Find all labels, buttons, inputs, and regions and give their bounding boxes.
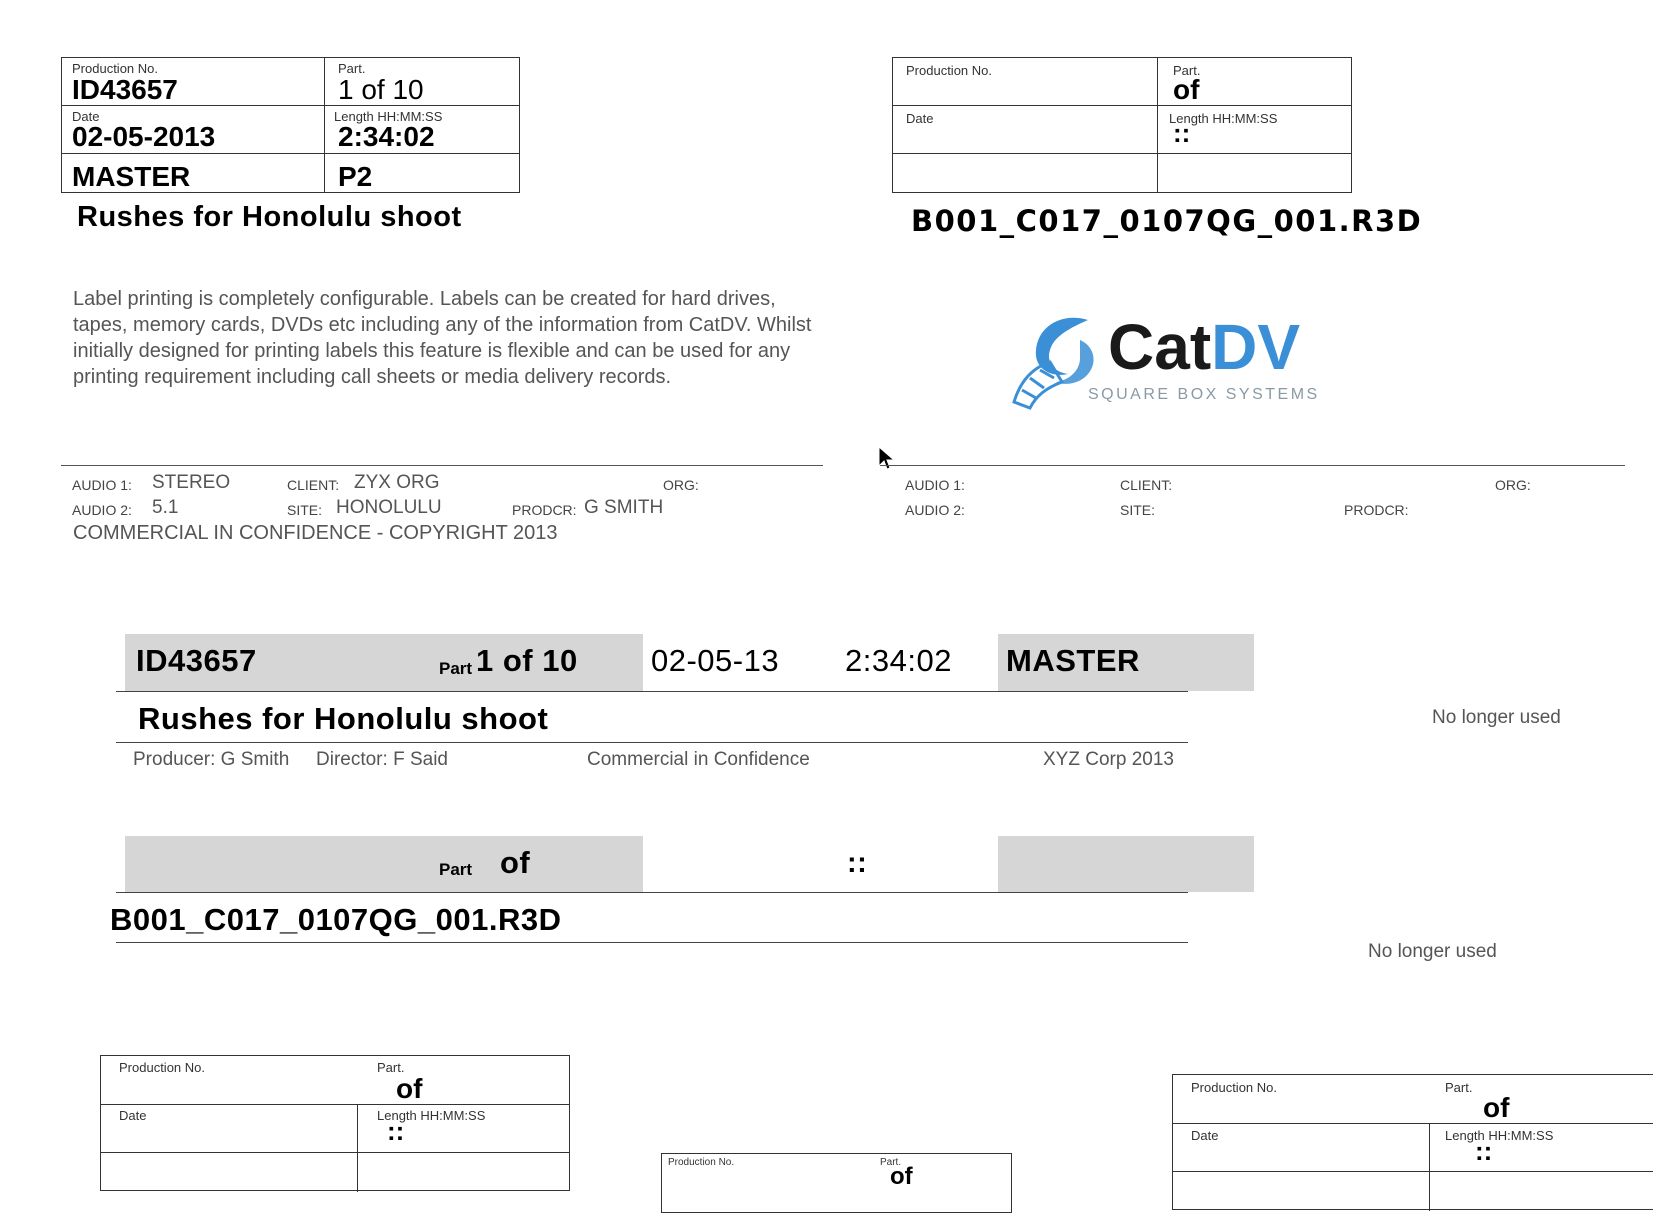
client-caption: CLIENT: [287,477,340,493]
divider [893,105,1351,106]
spine-1-part: 1 of 10 [476,643,578,678]
label-1-rule [61,465,823,466]
type-value: MASTER [72,161,191,192]
brand-prefix: Cat [1108,311,1212,383]
production-no-caption: Production No. [1191,1080,1277,1095]
divider [101,1152,569,1153]
divider [101,1104,569,1105]
label-3-box [100,1055,570,1191]
divider [893,153,1351,154]
catdv-logo [1010,312,1350,412]
length-value: :: [1475,1136,1493,1166]
spine-2-right-band [998,836,1254,892]
label-2-filename: B001_C017_0107QG_001.R3D [911,204,1423,238]
audio2-caption: AUDIO 2: [905,502,965,518]
brand-suffix: DV [1211,311,1301,383]
length-value: :: [1173,118,1191,148]
length-value: :: [387,1116,405,1146]
spine-1-rule [116,742,1188,743]
mouse-cursor-icon [878,446,896,472]
spine-1-copyright: XYZ Corp 2013 [1043,749,1174,770]
spine-1-title: Rushes for Honolulu shoot [138,701,549,736]
part-caption: Part. [338,61,366,76]
spine-2-note: No longer used [1368,941,1497,962]
spine-2-length: :: [847,847,868,879]
site-caption: SITE: [287,502,323,518]
site-caption: SITE: [1120,502,1156,518]
spine-2-filename: B001_C017_0107QG_001.R3D [110,902,562,937]
audio1-value: STEREO [152,472,231,493]
length-caption: Length HH:MM:SS [377,1108,486,1123]
divider [1173,1171,1653,1172]
date-caption: Date [72,109,100,124]
audio2-value: 5.1 [152,497,179,518]
date-caption: Date [906,111,934,126]
divider [324,105,325,193]
length-caption: Length HH:MM:SS [334,109,443,124]
length-value: 2:34:02 [338,121,435,152]
divider [1173,1123,1653,1124]
label-1-title: Rushes for Honolulu shoot [77,201,462,233]
divider [357,1104,358,1192]
spine-1-note: No longer used [1432,707,1561,728]
spine-1-production-no: ID43657 [136,643,257,678]
divider [1429,1123,1430,1211]
audio2-caption: AUDIO 2: [72,502,132,518]
client-caption: CLIENT: [1120,477,1173,493]
production-no-caption: Production No. [72,61,158,76]
prodcr-caption: PRODCR: [512,502,577,518]
spine-1-type: MASTER [1006,643,1140,678]
divider [1157,105,1158,193]
length-caption: Length HH:MM:SS [1445,1128,1554,1143]
part-caption: Part. [1445,1080,1473,1095]
spine-1-length: 2:34:02 [845,643,952,678]
spine-1-producer: Producer: G Smith [133,749,290,770]
label-5-box [1172,1074,1653,1210]
part-caption: Part. [880,1157,902,1168]
spine-1-confidential: Commercial in Confidence [587,749,810,770]
date-caption: Date [1191,1128,1219,1143]
spine-2-left-band [125,836,643,892]
label-1-box [61,57,520,193]
production-no-caption: Production No. [906,63,992,78]
audio1-caption: AUDIO 1: [905,477,965,493]
org-caption: ORG: [1495,477,1531,493]
org-caption: ORG: [663,477,699,493]
spine-1-part-caption: Part [439,659,473,678]
production-no-caption: Production No. [119,1060,205,1075]
length-caption: Length HH:MM:SS [1169,111,1278,126]
label-4-box [661,1153,1012,1213]
part-value: of [890,1163,913,1190]
spine-2-part-caption: Part [439,860,473,879]
part-caption: Part. [377,1060,405,1075]
part-caption: Part. [1173,63,1201,78]
code-value: P2 [338,161,373,192]
site-value: HONOLULU [336,497,442,518]
client-value: ZYX ORG [354,472,440,493]
part-value: of [1173,74,1200,105]
prodcr-value: G SMITH [584,497,664,518]
catdv-wordmark [1108,312,1300,382]
date-value: 02-05-2013 [72,121,216,152]
audio1-caption: AUDIO 1: [72,477,132,493]
spine-1-director: Director: F Said [316,749,448,770]
date-caption: Date [119,1108,147,1123]
part-value: of [1483,1092,1510,1123]
divider [324,58,325,105]
part-value: of [396,1073,423,1104]
production-no-caption: Production No. [668,1157,735,1168]
part-value: 1 of 10 [338,74,424,105]
divider [62,153,519,154]
spine-2-rule [116,942,1188,943]
catdv-tagline: SQUARE BOX SYSTEMS [1088,386,1320,403]
spine-2-part: of [500,845,531,880]
label-2-rule [880,465,1625,466]
prodcr-caption: PRODCR: [1344,502,1409,518]
spine-1-rule [116,691,1188,692]
label-2-box [892,57,1352,193]
production-no-value: ID43657 [72,74,178,105]
label-1-description: Label printing is completely configurable. Labels can be created for hard drives, tapes, memory cards, DVDs etc including any of the information from CatDV. Whilst initially designed for printing labels this feature is flexible and can be used for any printing requirement including call sheets or media delivery records. [73,288,812,388]
divider [1157,58,1158,105]
spine-2-rule [116,892,1188,893]
spine-1-date: 02-05-13 [651,643,780,678]
label-1-footer: COMMERCIAL IN CONFIDENCE - COPYRIGHT 2013 [73,522,558,544]
